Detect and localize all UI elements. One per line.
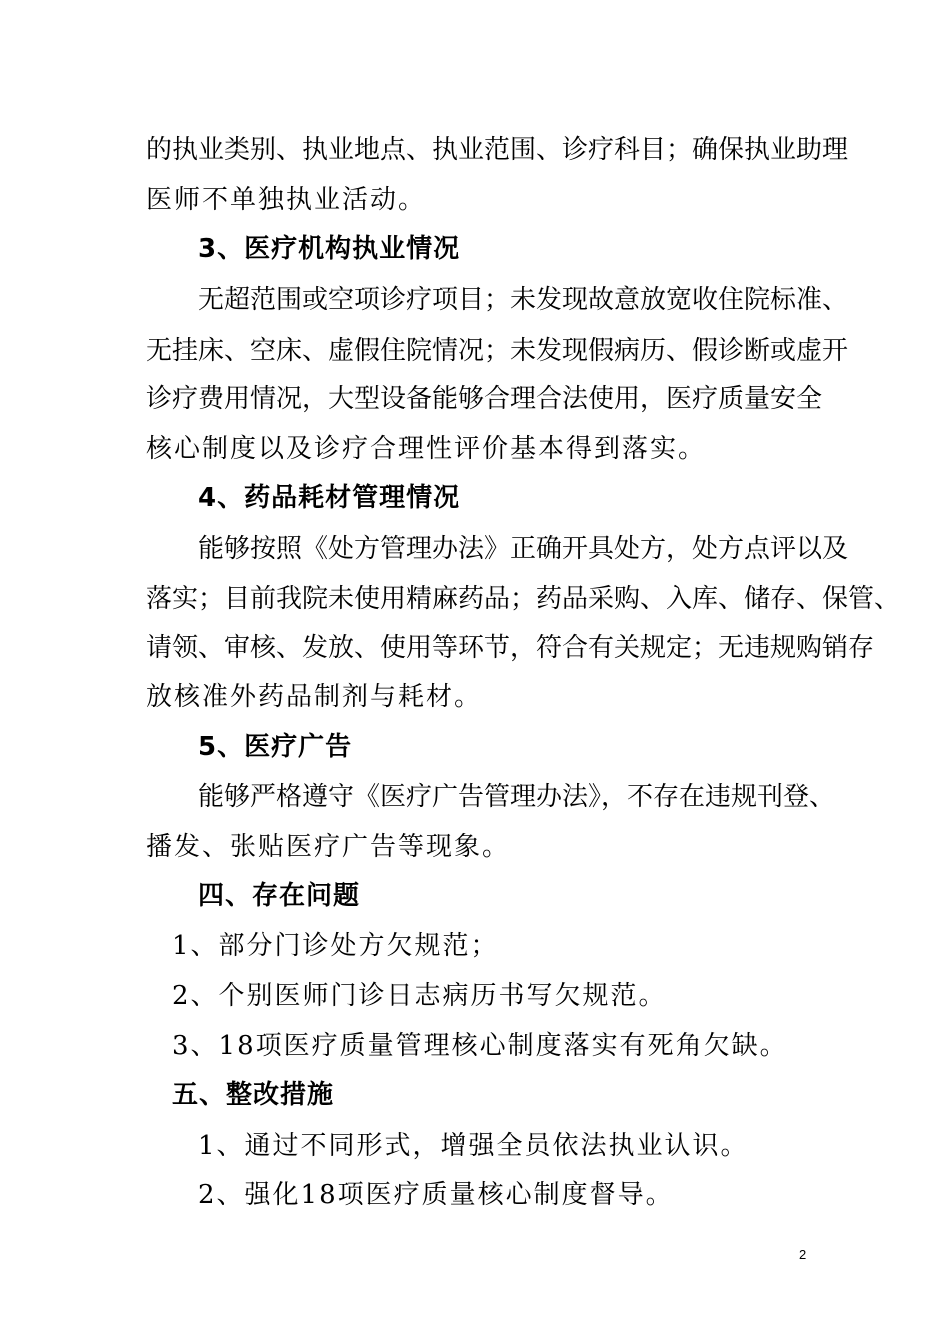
section-heading: 五、整改措施 <box>172 1080 335 1110</box>
body-text-line: 放核准外药品制剂与耗材。 <box>146 682 483 712</box>
body-text-line: 能够严格遵守《医疗广告管理办法》，不存在违规刊登、 <box>198 782 836 812</box>
body-text-line: 无挂床、空床、虚假住院情况；未发现假病历、假诊断或虚开 <box>146 336 849 366</box>
body-text-line: 的执业类别、执业地点、执业范围、诊疗科目；确保执业助理 <box>146 135 849 165</box>
body-text-line: 请领、审核、发放、使用等环节，符合有关规定；无违规购销存 <box>146 633 875 663</box>
body-text-line: 能够按照《处方管理办法》正确开具处方，处方点评以及 <box>198 534 849 564</box>
section-heading: 四、存在问题 <box>198 881 361 911</box>
body-text-line: 播发、张贴医疗广告等现象。 <box>146 832 511 862</box>
list-item: 1、通过不同形式，增强全员依法执业认识。 <box>198 1131 749 1161</box>
list-item: 3、18项医疗质量管理核心制度落实有死角欠缺。 <box>172 1031 788 1061</box>
body-text-line: 核心制度以及诊疗合理性评价基本得到落实。 <box>146 434 707 464</box>
page-number: 2 <box>799 1247 807 1262</box>
body-text-line: 医师不单独执业活动。 <box>146 185 427 215</box>
list-item: 1、部分门诊处方欠规范； <box>172 931 499 961</box>
list-item: 2、强化18项医疗质量核心制度督导。 <box>198 1180 674 1210</box>
section-heading: 4、药品耗材管理情况 <box>198 483 461 513</box>
section-heading: 3、医疗机构执业情况 <box>198 234 461 264</box>
body-text-line: 落实；目前我院未使用精麻药品；药品采购、入库、储存、保管、 <box>146 584 901 614</box>
body-text-line: 无超范围或空项诊疗项目；未发现故意放宽收住院标准、 <box>198 285 849 315</box>
body-text-line: 诊疗费用情况，大型设备能够合理合法使用，医疗质量安全 <box>146 384 823 414</box>
section-heading: 5、医疗广告 <box>198 732 353 762</box>
list-item: 2、个别医师门诊日志病历书写欠规范。 <box>172 981 667 1011</box>
